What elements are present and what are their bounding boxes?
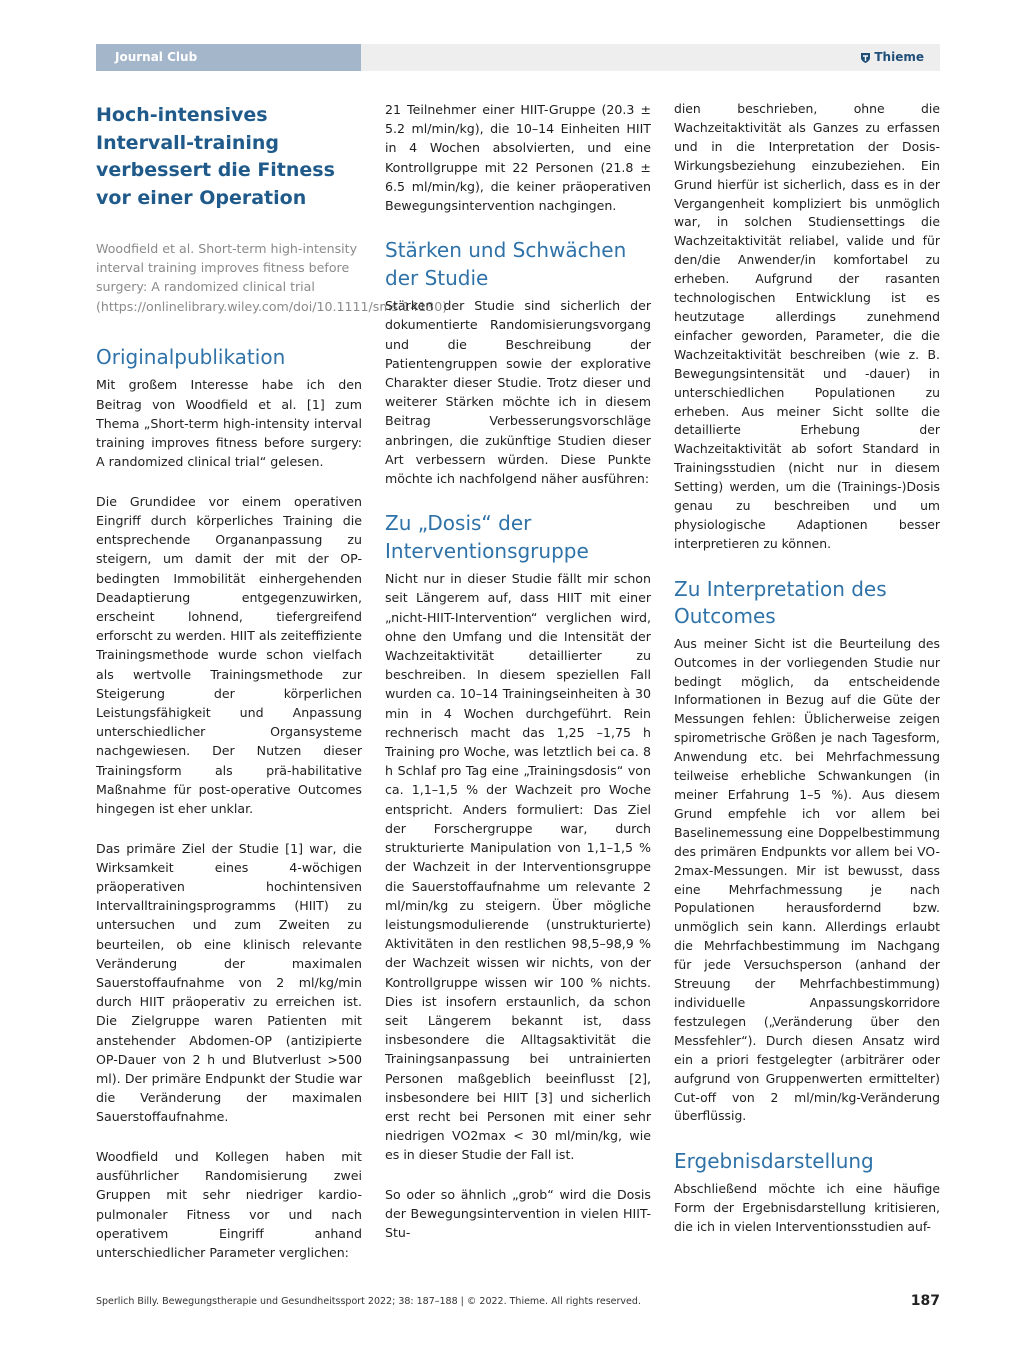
paragraph: Die Grundidee vor einem operativen Eingriff durch körperliches Training die entsprechende Organanpassung zu steigern, um damit der mit der OP-bedingten Immobilität einhergehenden Deadaptierung entgegenzuwirken, erscheint lohnend, tiefergreifend erforscht zu werden. HIIT als zeiteffiziente Trainingsmethode wurde schon vielfach als wertvolle Trainingsmethode zur Steigerung der körperlichen Leistungsfähigkeit und Anpassung unterschiedlicher Organsysteme nachgewiesen. Der Nutzen dieser Trainingsform als prä-habilitative Maßnahme für post-operative Outcomes hingegen ist eher unklar. [96,493,362,816]
paragraph: Woodfield und Kollegen haben mit ausführlicher Randomisierung zwei Gruppen mit sehr niedriger kardio-pulmonaler Fitness vor und nach operativem Eingriff anhand unterschiedlicher Parameter verglichen: [96,1149,362,1261]
paragraph: dien beschrieben, ohne die Wachzeitaktivität als Ganzes zu erfassen und in die Interpretation der Dosis-Wirkungsbeziehung einzubeziehen. Ein Grund hierfür ist sicherlich, dass es in der Vergangenheit kompliziert bis unmöglich war, in solchen Studiensettings die Wachzeitaktivität reliabel, valide und für den/die Anwender/in komfortabel zu erheben. Aufgrund der rasanten technologischen Entwicklung ist es heutzutage allerdings zunehmend einfacher geworden, Parameter, die die Wachzeitaktivität beschreiben (wie z. B. Bewegungsintensität und -dauer) in unterschiedlichen Populationen zu erheben. Aus meiner Sicht sollte die detaillierte Erhebung der Wachzeitaktivität ab sofort Standard in Trainingsstudien (nicht nur in diesem Setting) werden, um die (Trainings-)Dosis genau zu beschreiben und um physiologische Adaptionen besser interpretieren zu können. [674,101,940,551]
heading-ergebnisdarstellung: Ergebnisdarstellung [674,1149,874,1174]
paragraph: Mit großem Interesse habe ich den Beitrag von Woodfield et al. [1] zum Thema „Short-term high-intensity interval training improves fitness before surgery: A randomized clinical trial“ gelesen. [96,377,362,470]
article-reference: Woodfield et al. Short-term high-intensity interval training improves fitness before surgery: A randomized clinical trial (https://onlinelibrary.wiley.com/doi/10.1111/sms.14130) [96,241,448,314]
footer-citation: Sperlich Billy. Bewegungstherapie und Gesundheitssport 2022; 38: 187–188 | © 2022. Thieme. All rights reserved. [96,1296,641,1307]
paragraph: So oder so ähnlich „grob“ wird die Dosis der Bewegungsintervention in vielen HIIT-Stu- [385,1186,651,1241]
column-3 [674,100,940,1237]
publisher-logo [860,44,924,71]
journal-header [96,44,940,71]
page-number: 187 [910,1293,940,1309]
section-label: Journal Club [96,44,361,71]
header-bar [361,44,940,71]
paragraph: Aus meiner Sicht ist die Beurteilung des Outcomes in der vorliegenden Studie nur bedingt möglich, da entscheidende Informationen in Bezug auf die Güte der Messungen fehlen: Üblicherweise zeigen spirometrische Größen je nach Tagesform, Anwendung etc. bei Mehrfachmessung teilweise erhebliche Schwankungen (in meiner Erfahrung 1–5 %). Aus diesem Grund empfehle ich vor allem bei Baselinemessung eine Doppelbestimmung des primären Endpunkts vor allem bei VO-2max-Messungen. Mir ist bewusst, dass eine Mehrfachmessung je nach Populationen herausfordernd bzw. unmöglich sein kann. Allerdings erlaubt die Mehrfachbestimmung im Nachgang für jede Versuchsperson (anhand der Streuung der Mehrfachbestimmung) individuelle Anpassungskorridore festzulegen („Veränderung über den Messfehler“). Durch diesen Ansatz wird ein a priori festgelegter (arbiträrer oder aufgrund von Gruppenwerten ermittelter) Cut-off von 2 ml/min/kg-Veränderung überflüssig. [674,635,940,1124]
column-1 [96,100,448,1262]
publisher-name: Thieme [874,50,924,64]
article-title: Hoch-intensives Intervall-training verbessert die Fitness vor einer Operation [96,104,335,209]
heading-dosis: Zu „Dosis“ der Interventionsgruppe [385,511,589,563]
paragraph: Nicht nur in dieser Studie fällt mir schon seit Längerem auf, dass HIIT mit einer „nicht-HIIT-Intervention“ verglichen wird, ohne den Umfang und die Intensität der Wachzeitaktivität detaillierter zu beschreiben. In diesem speziellen Fall wurden ca. 10–14 Trainingseinheiten à 30 min in 4 Wochen durchgeführt. Rein rechnerisch macht das 1,25 –1,75 h Training pro Woche, was letztlich bei ca. 8 h Schlaf pro Tag eine „Trainingsdosis“ von ca. 1,1–1,5 % der Wachzeit pro Woche entspricht. Anders formuliert: Das Ziel der Forschergruppe war, durch strukturierte Manipulation von 1,1–1,5 % der Wachzeit in der Interventionsgruppe die Sauerstoffaufnahme um relevante 2 ml/min/kg zu steigern. Über mögliche leistungsmodulierende (unstrukturierte) Aktivitäten in den restlichen 98,5–98,9 % der Wachzeit wissen wir nichts, von der Kontrollgruppe wissen wir 100 % nichts. Dies ist insofern erstaunlich, da schon seit Längerem bekannt ist, dass insbesondere die Alltagsaktivität die Trainingsanpassung bei untrainierten Personen maßgeblich beeinflusst [2], insbesondere bei HIIT [3] und sicherlich erst recht bei Personen mit einer sehr niedrigen VO2max < 30 ml/min/kg, wie es in dieser Studie der Fall ist. [385,571,651,1163]
paragraph: Das primäre Ziel der Studie [1] war, die Wirksamkeit eines 4-wöchigen präoperativen hochintensiven Intervalltrainingsprogramms (HIIT) zu untersuchen und zum Zweiten zu beurteilen, ob eine klinisch relevante Veränderung der maximalen Sauerstoffaufnahme von 2 ml/kg/min durch HIIT präoperativ zu erreichen ist. Die Zielgruppe waren Patienten mit anstehender Abdomen-OP (antizipierte OP-Dauer von 2 h und Blutverlust >500 ml). Der primäre Endpunkt der Studie war die Veränderung der maximalen Sauerstoffaufnahme. [96,840,362,1125]
column-2 [385,100,651,1243]
thieme-logo-icon [860,52,871,64]
heading-originalpublikation: Originalpublikation [96,344,286,369]
paragraph: Stärken der Studie sind sicherlich der dokumentierte Randomisierungsvorgang und die Beschreibung der Patientengruppen sowie der explorative Charakter dieser Studie. Trotz dieser und weiterer Stärken möchte ich in diesem Beitrag Verbesserungsvorschläge anbringen, die zukünftige Studien dieser Art verbessern würden. Diese Punkte möchte ich nachfolgend näher ausführen: [385,298,651,487]
heading-interpretation: Zu Interpretation des Outcomes [674,576,887,629]
paragraph: Abschließend möchte ich eine häufige Form der Ergebnisdarstellung kritisieren, die ich in vielen Interventionsstudien auf- [674,1180,940,1234]
paragraph: 21 Teilnehmer einer HIIT-Gruppe (20.3 ± 5.2 ml/min/kg), die 10–14 Einheiten HIIT in 4 Wochen absolvierten, und eine Kontrollgruppe mit 22 Personen (21.8 ± 6.5 ml/min/kg), die keiner präoperativen Bewegungsintervention nachgingen. [385,102,651,214]
heading-staerken: Stärken und Schwächen der Studie [385,238,627,290]
